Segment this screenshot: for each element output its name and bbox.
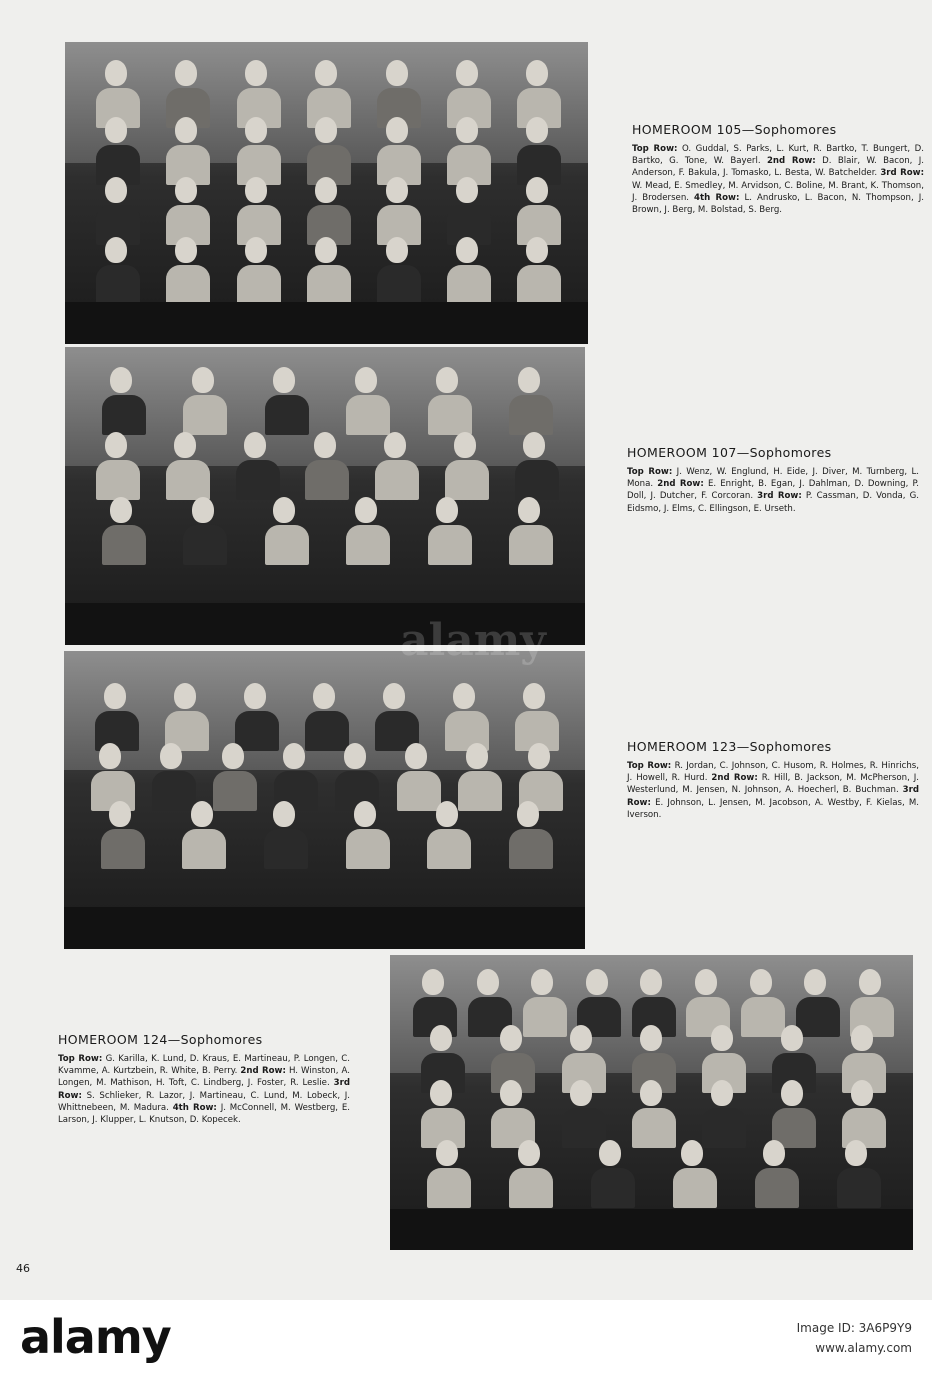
- site-url: www.alamy.com: [815, 1341, 912, 1355]
- caption-body: Top Row: O. Guddal, S. Parks, L. Kurt, R. Bartko, T. Bungert, D. Bartko, G. Tone, W. Bayerl. 2nd Row: D. Blair, W. Bacon, J. Anderson, F. Bakula, J. Tomasko, L. Besta, W. Batchelder. 3rd Row: W. Mead, E. Smedley, M. Arvidson, C. Boline, M. Brant, K. Thomson, J. Brodersen. 4th Row: L. Andrusko, L. Bacon, N. Thompson, J. Brown, J. Berg, M. Bolstad, S. Berg.: [632, 144, 925, 216]
- alamy-logo: alamy: [20, 1310, 171, 1364]
- caption-title: HOMEROOM 123—Sophomores: [627, 739, 832, 754]
- homeroom-124-caption: [58, 1032, 350, 1126]
- homeroom-124-photo: [390, 955, 913, 1250]
- image-id: Image ID: 3A6P9Y9: [796, 1321, 912, 1335]
- homeroom-123-caption: [627, 739, 919, 821]
- homeroom-107-caption: [627, 445, 919, 515]
- homeroom-105-caption: [632, 122, 924, 216]
- caption-body: Top Row: G. Karilla, K. Lund, D. Kraus, E. Martineau, P. Longen, C. Kvamme, A. Kurtzbein, R. White, B. Perry. 2nd Row: H. Winston, A. Longen, M. Mathison, H. Toft, C. Lindberg, J. Foster, R. Leslie. 3rd Row: S. Schlieker, R. Lazor, J. Martineau, C. Lund, M. Lobeck, J. Whittnebeen, M. Madura. 4th Row: J. McConnell, M. Westberg, E. Larson, J. Klupper, L. Knutson, D. Kopecek.: [58, 1054, 351, 1126]
- caption-title: HOMEROOM 124—Sophomores: [58, 1032, 263, 1047]
- caption-title: HOMEROOM 107—Sophomores: [627, 445, 832, 460]
- homeroom-123-photo: [64, 651, 585, 949]
- caption-body: Top Row: J. Wenz, W. Englund, H. Eide, J. Diver, M. Turnberg, L. Mona. 2nd Row: E. Enright, B. Egan, J. Dahlman, D. Downing, P. Doll, J. Dutcher, F. Corcoran. 3rd Row: P. Cassman, D. Vonda, G. Eidsmo, J. Elms, C. Ellingson, E. Urseth.: [627, 467, 920, 514]
- homeroom-105-photo: [65, 42, 588, 344]
- footer-info: [797, 1318, 912, 1358]
- stock-footer: [0, 1300, 932, 1390]
- homeroom-107-photo: [65, 347, 585, 645]
- watermark: alamy: [400, 615, 546, 666]
- caption-title: HOMEROOM 105—Sophomores: [632, 122, 837, 137]
- caption-body: Top Row: R. Jordan, C. Johnson, C. Husom, R. Holmes, R. Hinrichs, J. Howell, R. Hurd. 2nd Row: R. Hill, B. Jackson, M. McPherson, J. Westerlund, M. Jensen, N. Johnson, A. Hoecherl, B. Buchman. 3rd Row: E. Johnson, L. Jensen, M. Jacobson, A. Westby, F. Kielas, M. Iverson.: [627, 761, 919, 820]
- page-number: 46: [16, 1262, 30, 1275]
